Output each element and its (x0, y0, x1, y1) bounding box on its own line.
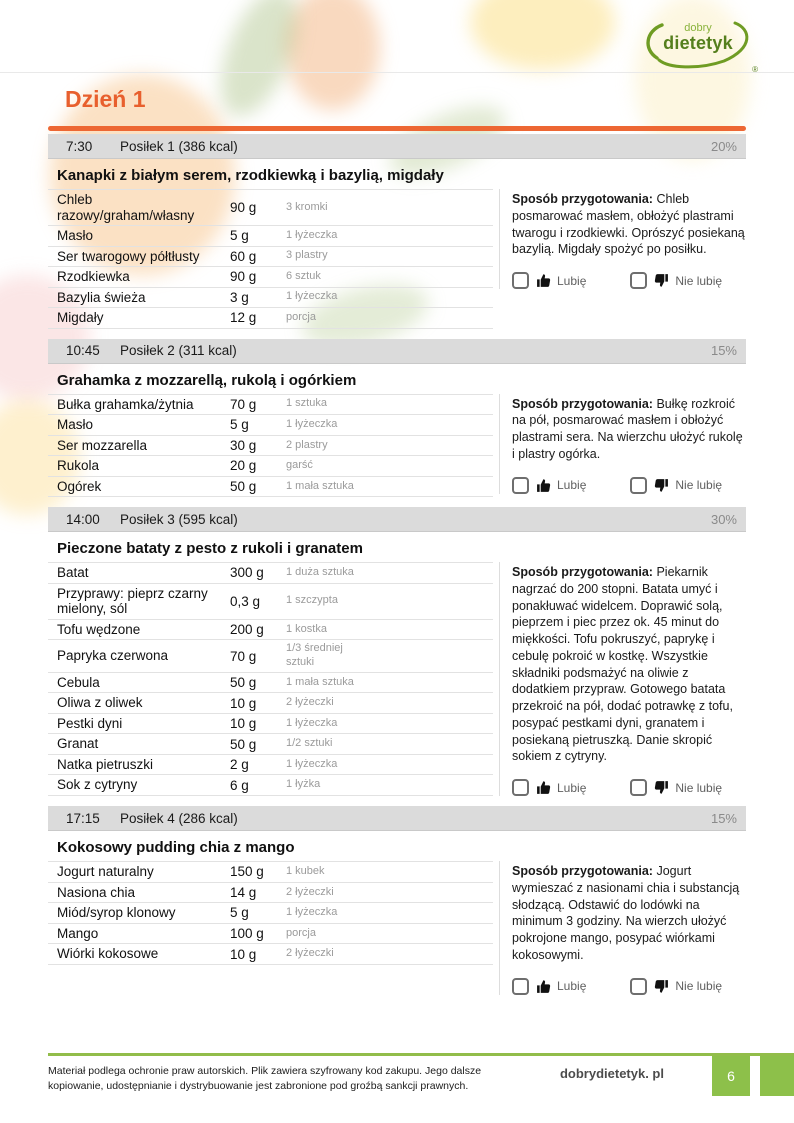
dish-name: Grahamka z mozzarellą, rukolą i ogórkiem (57, 371, 357, 389)
ingredient-name: Migdały (57, 310, 104, 326)
ingredient-row (48, 226, 493, 247)
meal-section-2 (48, 339, 746, 498)
like-checkbox[interactable] (512, 978, 529, 995)
ingredient-amount: 90 g (230, 200, 257, 216)
meal-accent-bar (48, 126, 746, 131)
preparation-text: Sposób przygotowania: Jogurt wymieszać z nasionami chia i substancją słodzącą. Odstawić do lodówki na minimum 3 godziny. Na wierzch ułożyć pokrojone mango, posypać wiórkami kokosowymi. (512, 864, 740, 962)
dislike-checkbox[interactable] (630, 978, 647, 995)
ingredient-amount: 150 g (230, 864, 264, 880)
thumbs-down-icon (654, 780, 669, 795)
ingredient-amount: 90 g (230, 269, 257, 285)
preparation-text: Sposób przygotowania: Bułkę rozkroić na pół, posmarować masłem i obłożyć plastrami sera. Na wierzchu ułożyć rukolę i plastry ogórka. (512, 396, 743, 461)
ingredient-amount: 300 g (230, 565, 264, 581)
meal-percent: 15% (710, 810, 737, 826)
ingredient-amount: 5 g (230, 417, 249, 433)
dislike-label: Nie lubię (675, 478, 723, 493)
thumbs-down-icon (654, 478, 669, 493)
meal-section-4 (48, 806, 746, 995)
like-checkbox[interactable] (512, 477, 529, 494)
like-option[interactable] (512, 272, 586, 289)
ingredient-measure: 1 kubek (286, 865, 325, 878)
lemon-slice-decoration (470, 0, 615, 70)
ingredient-row (48, 775, 493, 796)
ingredient-amount: 50 g (230, 736, 257, 752)
ingredient-amount: 6 g (230, 777, 249, 793)
dislike-checkbox[interactable] (630, 779, 647, 796)
ingredient-amount: 20 g (230, 458, 257, 474)
ingredient-row (48, 584, 493, 620)
ingredient-name: Batat (57, 565, 89, 581)
recipe-column (499, 394, 746, 494)
ingredient-row (48, 563, 493, 584)
ingredient-row (48, 903, 493, 924)
dislike-label: Nie lubię (675, 273, 723, 288)
ingredient-measure: 3 kromki (286, 200, 328, 213)
meal-time: 17:15 (66, 810, 100, 826)
ingredient-amount: 2 g (230, 757, 249, 773)
ingredient-name: Pestki dyni (57, 715, 123, 731)
ingredient-row (48, 477, 493, 498)
ingredient-name: Ser mozzarella (57, 437, 148, 453)
ingredient-measure: 1 duża sztuka (286, 566, 354, 579)
ingredient-name: Bułka grahamka/żytnia (57, 396, 194, 412)
ingredient-measure: 6 sztuk (286, 269, 321, 282)
meal-section-1 (48, 126, 746, 329)
ingredient-measure: 1 łyżeczka (286, 757, 338, 770)
ingredient-row (48, 267, 493, 288)
ingredient-row (48, 640, 493, 673)
ingredient-name: Masło (57, 417, 94, 433)
ingredient-measure: 1 szczypta (286, 594, 338, 607)
ingredient-row (48, 456, 493, 477)
ingredient-row (48, 734, 493, 755)
website-url: dobrydietetyk. pl (559, 1066, 664, 1081)
logo-word-dobry: dobry (684, 22, 712, 34)
ingredient-name: Natka pietruszki (57, 756, 154, 772)
ingredient-measure: garść (286, 459, 313, 472)
ingredient-row (48, 693, 493, 714)
ingredient-measure: 1 kostka (286, 622, 327, 635)
meal-percent: 15% (710, 343, 737, 359)
page-number-badge: 6 (712, 1056, 750, 1096)
ingredient-amount: 200 g (230, 621, 264, 637)
ingredient-amount: 30 g (230, 437, 257, 453)
ingredients-table (48, 861, 493, 965)
thumbs-up-icon (536, 273, 551, 288)
ingredient-name: Masło (57, 228, 94, 244)
dish-name: Kokosowy pudding chia z mango (57, 839, 295, 857)
ingredient-row (48, 288, 493, 309)
like-dislike-row (512, 779, 746, 796)
ingredient-row (48, 883, 493, 904)
dislike-option[interactable] (630, 978, 722, 995)
ingredient-amount: 0,3 g (230, 593, 261, 609)
meal-header-bar (48, 507, 746, 532)
ingredient-row (48, 620, 493, 641)
ingredient-measure: 1 łyżeczka (286, 906, 338, 919)
ingredient-amount: 3 g (230, 289, 249, 305)
ingredient-name: Rzodkiewka (57, 269, 130, 285)
ingredient-row (48, 924, 493, 945)
meal-header-bar (48, 134, 746, 159)
leaf-decoration (205, 0, 313, 127)
page-title: Dzień 1 (65, 86, 146, 112)
ingredient-row (48, 395, 493, 416)
like-label: Lubię (557, 780, 587, 795)
ingredient-name: Ser twarogowy półtłusty (57, 248, 200, 264)
dislike-option[interactable] (630, 779, 722, 796)
ingredient-measure: 2 łyżeczki (286, 947, 334, 960)
ingredient-amount: 12 g (230, 310, 257, 326)
ingredient-name: Granat (57, 736, 99, 752)
dislike-option[interactable] (630, 272, 722, 289)
thumbs-up-icon (536, 979, 551, 994)
ingredient-measure: 2 łyżeczki (286, 885, 334, 898)
meal-header-bar (48, 806, 746, 831)
like-label: Lubię (557, 478, 587, 493)
meal-title: Posiłek 1 (386 kcal) (120, 138, 238, 154)
like-dislike-row (512, 477, 746, 494)
dish-name: Pieczone bataty z pesto z rukoli i granatem (57, 540, 363, 558)
ingredient-row (48, 862, 493, 883)
ingredient-measure: 1 łyżeczka (286, 418, 338, 430)
ingredient-measure: 1 łyżeczka (286, 228, 338, 241)
like-checkbox[interactable] (512, 272, 529, 289)
brand-logo (638, 16, 758, 74)
preparation-text: Sposób przygotowania: Piekarnik nagrzać do 200 stopni. Batata umyć i ponakłuwać widelcem. Doprawić solą, pieprzem i piec przez ok. 45 minut do miękkości. Tofu pokruszyć, paprykę i cebulę pokroić w kostkę. Wszystkie składniki podsmażyć na oliwie z dodatkiem przypraw. Gotowego batata przekroić na pół, dodać potrawkę z tofu, posypać pestkami dyni, granatem i posiekaną pietruszką. Danie skropić sokiem z cytryny. (512, 565, 733, 764)
ingredient-amount: 14 g (230, 884, 257, 900)
ingredient-name: Sok z cytryny (57, 777, 138, 793)
preparation-label: Sposób przygotowania: (512, 864, 653, 879)
meals-content (48, 126, 746, 995)
preparation-text: Sposób przygotowania: Chleb posmarować masłem, obłożyć plastrami twarogu i rzodkiewki. Oprószyć posiekaną bazylią. Migdały spożyć po posiłku. (512, 192, 745, 257)
like-label: Lubię (557, 273, 587, 288)
ingredient-measure: 1 mała sztuka (286, 675, 354, 688)
dislike-checkbox[interactable] (630, 272, 647, 289)
ingredient-measure: porcja (286, 310, 316, 323)
ingredient-name: Nasiona chia (57, 884, 136, 900)
ingredient-amount: 10 g (230, 946, 257, 962)
meal-time: 7:30 (66, 138, 93, 154)
ingredient-row (48, 308, 493, 329)
ingredient-name: Oliwa z oliwek (57, 695, 143, 711)
ingredient-amount: 50 g (230, 478, 257, 494)
meal-percent: 20% (710, 138, 737, 154)
ingredient-measure: 1 mała sztuka (286, 479, 354, 492)
page-footer (0, 1053, 794, 1123)
ingredient-row (48, 673, 493, 694)
ingredient-amount: 70 g (230, 648, 257, 664)
footer-corner-block (760, 1056, 794, 1096)
ingredient-measure: 2 plastry (286, 438, 328, 451)
dislike-label: Nie lubię (675, 780, 723, 795)
ingredients-table (48, 189, 493, 329)
recipe-column (499, 861, 746, 995)
meal-section-3 (48, 507, 746, 796)
registered-trademark: ® (752, 65, 758, 74)
ingredient-amount: 60 g (230, 248, 257, 264)
ingredient-row (48, 415, 493, 436)
ingredient-name: Jogurt naturalny (57, 864, 154, 880)
ingredient-amount: 70 g (230, 396, 257, 412)
ingredient-row (48, 436, 493, 457)
meal-time: 10:45 (66, 343, 100, 359)
ingredient-name: Tofu wędzone (57, 621, 141, 637)
like-option[interactable] (512, 477, 586, 494)
ingredient-measure: 1 łyżeczka (286, 290, 338, 303)
ingredient-measure: 1/2 sztuki (286, 737, 333, 750)
ingredient-amount: 5 g (230, 905, 249, 921)
recipe-column (499, 189, 746, 289)
meal-percent: 30% (710, 511, 737, 527)
meal-title: Posiłek 2 (311 kcal) (120, 343, 237, 359)
ingredient-name: Rukola (57, 458, 100, 474)
dislike-option[interactable] (630, 477, 722, 494)
ingredient-name: Ogórek (57, 478, 102, 494)
ingredients-table (48, 394, 493, 498)
ingredient-measure: 1 sztuka (286, 397, 327, 410)
like-dislike-row (512, 978, 746, 995)
dislike-label: Nie lubię (675, 979, 723, 994)
meal-title: Posiłek 4 (286 kcal) (120, 810, 238, 826)
thumbs-up-icon (536, 478, 551, 493)
preparation-label: Sposób przygotowania: (512, 192, 653, 206)
ingredient-row (48, 755, 493, 776)
meal-time: 14:00 (66, 511, 100, 527)
ingredients-table (48, 562, 493, 796)
like-dislike-row (512, 272, 746, 289)
dislike-checkbox[interactable] (630, 477, 647, 494)
ingredient-measure: 1 łyżeczka (286, 716, 338, 729)
ingredient-name: Przyprawy: pieprz czarny mielony, sól (57, 585, 208, 617)
meal-title: Posiłek 3 (595 kcal) (120, 511, 238, 527)
preparation-label: Sposób przygotowania: (512, 396, 653, 411)
ingredient-measure: 1 łyżka (286, 778, 321, 791)
orange-fruit-decoration (285, 0, 380, 110)
thumbs-up-icon (536, 780, 551, 795)
meal-header-bar (48, 339, 746, 364)
ingredient-measure: 3 plastry (286, 249, 328, 262)
copyright-notice: Materiał podlega ochronie praw autorskich. Plik zawiera szyfrowany kod zakupu. Jego dalsze kopiowanie, udostępnianie i dystrybuowanie jest zabronione pod groźbą sankcji prawnych. (48, 1065, 482, 1093)
ingredient-name: Papryka czerwona (57, 648, 169, 664)
ingredient-measure: 1/3 średniej sztuki (286, 642, 343, 668)
ingredient-row (48, 247, 493, 268)
ingredient-name: Chleb razowy/graham/własny (57, 192, 195, 223)
ingredient-row (48, 190, 493, 226)
ingredient-amount: 10 g (230, 716, 257, 732)
ingredient-row (48, 944, 493, 965)
ingredient-name: Mango (57, 925, 99, 941)
like-option[interactable] (512, 978, 586, 995)
ingredient-name: Miód/syrop klonowy (57, 905, 176, 921)
like-option[interactable] (512, 779, 586, 796)
recipe-column (499, 562, 746, 796)
footer-divider (48, 1053, 794, 1056)
ingredient-measure: 2 łyżeczki (286, 696, 334, 709)
ingredient-amount: 5 g (230, 228, 249, 244)
ingredient-measure: porcja (286, 926, 316, 939)
ingredient-name: Bazylia świeża (57, 289, 146, 305)
ingredient-amount: 50 g (230, 675, 257, 690)
like-checkbox[interactable] (512, 779, 529, 796)
ingredient-amount: 10 g (230, 695, 257, 711)
ingredient-name: Wiórki kokosowe (57, 946, 159, 962)
dish-name: Kanapki z białym serem, rzodkiewką i bazylią, migdały (57, 167, 444, 184)
logo-word-dietetyk: dietetyk (663, 33, 733, 53)
thumbs-down-icon (654, 273, 669, 288)
like-label: Lubię (557, 979, 587, 994)
ingredient-name: Cebula (57, 674, 100, 690)
thumbs-down-icon (654, 979, 669, 994)
ingredient-amount: 100 g (230, 925, 264, 941)
ingredient-row (48, 714, 493, 735)
preparation-label: Sposób przygotowania: (512, 565, 653, 580)
